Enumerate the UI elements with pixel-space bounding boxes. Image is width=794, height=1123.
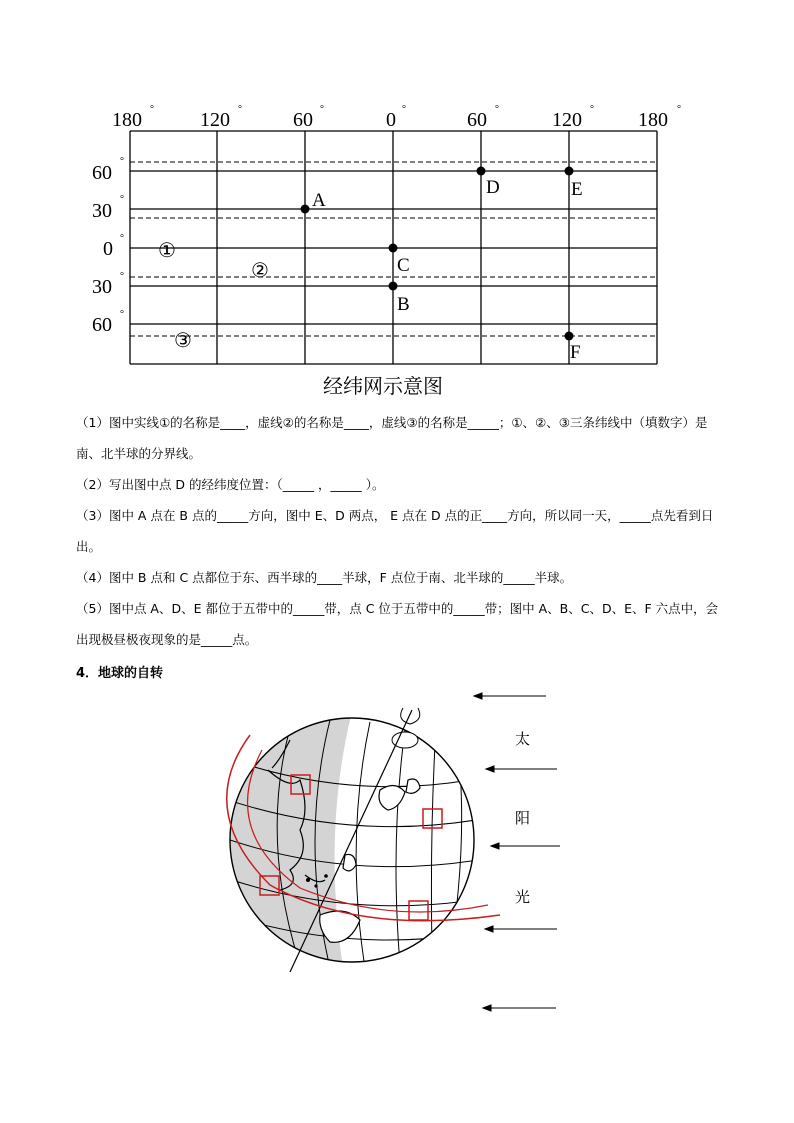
deg-mark: ° xyxy=(402,104,406,115)
latitude-labels xyxy=(92,156,124,336)
question-3: （3）图中 A 点在 B 点的_____方向，图中 E、D 两点， E 点在 D 点的正____方向，所以同一天，_____点先看到日出。 xyxy=(76,508,714,554)
section-title: 4．地球的自转 xyxy=(76,666,164,681)
latlong-grid-figure xyxy=(0,0,794,400)
lat-label-0: 0 xyxy=(103,238,113,260)
point-a-label: A xyxy=(312,190,326,211)
landmass xyxy=(406,779,420,793)
longitude-labels xyxy=(112,104,681,131)
lon-label-120e: 120 xyxy=(552,109,582,131)
deg-mark: ° xyxy=(495,104,499,115)
question-1: （1）图中实线①的名称是____，虚线②的名称是____，虚线③的名称是_____；①、②、③三条纬线中（填数字）是南、北半球的分界线。 xyxy=(76,415,708,461)
point-e-label: E xyxy=(571,179,583,200)
rotation-arrow-icon xyxy=(401,708,420,724)
lat-label-60n: 60 xyxy=(92,162,112,184)
point-d-dot xyxy=(477,167,486,176)
grid-points xyxy=(301,167,574,341)
landmass xyxy=(343,854,356,870)
sunlight-char-2: 阳 xyxy=(515,809,531,827)
point-b-label: B xyxy=(397,294,410,315)
deg-mark: ° xyxy=(120,309,124,320)
point-d-label: D xyxy=(486,177,500,198)
deg-mark: ° xyxy=(120,156,124,167)
circled-marker-2: ② xyxy=(251,258,269,282)
question-4: （4）图中 B 点和 C 点都位于东、西半球的____半球，F 点位于南、北半球的_____半球。 xyxy=(76,570,573,585)
lon-label-180e: 180 xyxy=(638,109,668,131)
deg-mark: ° xyxy=(677,104,681,115)
deg-mark: ° xyxy=(120,194,124,205)
deg-mark: ° xyxy=(238,104,242,115)
sunlight-char-3: 光 xyxy=(515,888,531,906)
lat-label-30s: 30 xyxy=(92,276,112,298)
point-f-dot xyxy=(565,332,574,341)
deg-mark: ° xyxy=(150,104,154,115)
figure-caption: 经纬网示意图 xyxy=(323,374,443,398)
lon-label-120w: 120 xyxy=(200,109,230,131)
question-2: （2）写出图中点 D 的经纬度位置：（_____ ，_____ ）。 xyxy=(76,477,385,492)
point-a-dot xyxy=(301,205,310,214)
circled-marker-3: ③ xyxy=(174,328,192,352)
deg-mark: ° xyxy=(320,104,324,115)
question-5: （5）图中点 A、D、E 都位于五带中的_____带，点 C 位于五带中的_____带；图中 A、B、C、D、E、F 六点中，会出现极昼极夜现象的是_____点。 xyxy=(76,601,719,647)
point-c-dot xyxy=(389,244,398,253)
deg-mark: ° xyxy=(120,233,124,244)
point-f-label: F xyxy=(570,342,581,363)
lon-label-0: 0 xyxy=(386,109,396,131)
lon-label-60w: 60 xyxy=(293,109,313,131)
point-b-dot xyxy=(389,282,398,291)
point-e-dot xyxy=(565,167,574,176)
lon-label-180w: 180 xyxy=(112,109,142,131)
point-c-label: C xyxy=(397,255,410,276)
earth-rotation-figure xyxy=(0,680,794,1020)
sunlight-char-1: 太 xyxy=(515,730,531,748)
deg-mark: ° xyxy=(120,271,124,282)
lat-label-60s: 60 xyxy=(92,314,112,336)
lon-label-60e: 60 xyxy=(467,109,487,131)
lat-label-30n: 30 xyxy=(92,200,112,222)
question-list xyxy=(76,407,726,655)
deg-mark: ° xyxy=(590,104,594,115)
circled-marker-1: ① xyxy=(158,238,176,262)
